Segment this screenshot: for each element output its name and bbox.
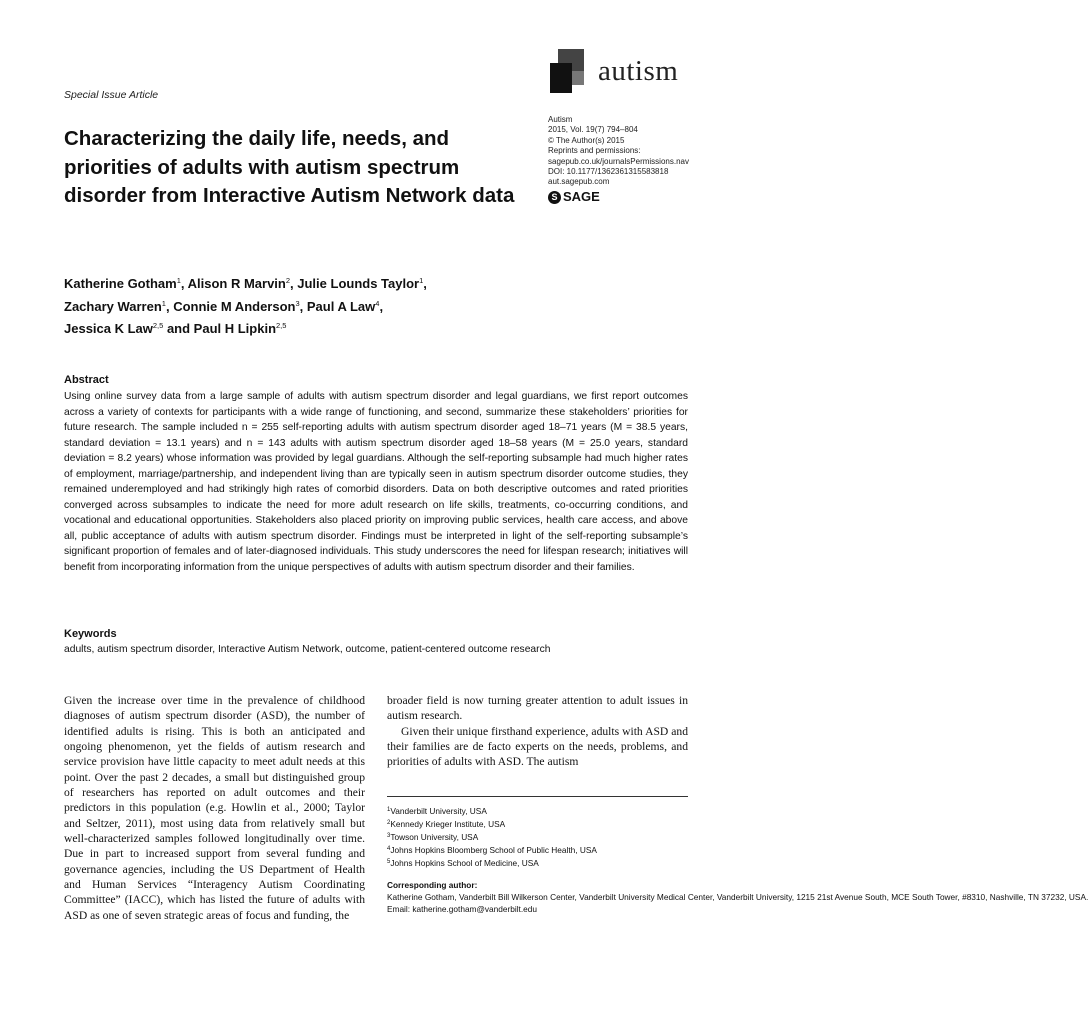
journal-copyright: © The Author(s) 2015 — [548, 135, 625, 145]
author-affiliation-mark: 4 — [375, 298, 380, 308]
keywords-heading: Keywords — [64, 628, 117, 640]
journal-info — [548, 115, 758, 204]
body-column-right — [387, 693, 688, 770]
author-name: Connie M Anderson — [173, 298, 296, 314]
corresponding-author-heading: Corresponding author: — [387, 880, 478, 890]
author-name: Paul A Law — [306, 298, 376, 314]
author-affiliation-mark: 3 — [295, 298, 300, 308]
author-name: Zachary Warren — [64, 298, 162, 314]
abstract-heading: Abstract — [64, 374, 109, 386]
article-title: Characterizing the daily life, needs, and priorities of adults with autism spectrum disorder from Interactive Autism Network data — [64, 127, 515, 207]
author-affiliation-mark: 2,5 — [276, 321, 287, 330]
journal-logo — [548, 45, 698, 107]
journal-reprints: Reprints and permissions: — [548, 146, 641, 156]
body-paragraph: Given the increase over time in the prevalence of childhood diagnoses of autism spectrum disorder (ASD), the number of identified adults is rising. This is both an anticipated and ongoing phenomenon, yet the fields of autism research and service provision have little capacity to meet adult needs at this point. Over the past 2 decades, a small but distinguished group of researchers has reported on adult outcomes and their predictors in this population (e.g. Howlin et al., 2000; Taylor and Seltzer, 2011), most using data from relatively small but well-characterized samples followed longitudinally over time. Due in part to increased support from several funding and governance agencies, including the US Department of Health and Human Services “Interagency Autism Coordinating Committee” (IACC), which has listed the future of adults with ASD as one of seven strategic areas of focus and funding, the — [64, 694, 365, 922]
sage-icon: S — [548, 191, 561, 204]
journal-logo-text: autism — [598, 55, 679, 87]
corresponding-author-address: Katherine Gotham, Vanderbilt Bill Wilkerson Center, Vanderbilt University Medical Center, Vanderbilt University, 1215 21st Avenue South, MCE South Tower, #8310, Nashville, TN 37232, USA. Email: katherine.gotham@vanderbilt.edu — [387, 892, 1088, 914]
author-name: Alison R Marvin — [187, 276, 286, 291]
author-name: Julie Lounds Taylor — [297, 276, 420, 291]
body-paragraph: broader field is now turning greater attention to adult issues in autism research. — [387, 694, 688, 723]
article-type-label: Special Issue Article — [64, 89, 159, 101]
author-affiliation-mark: 2 — [285, 276, 291, 285]
publisher-name: SAGE — [563, 189, 600, 205]
journal-permissions-link[interactable]: sagepub.co.uk/journalsPermissions.nav — [548, 156, 689, 166]
affiliation-item: $^5$Johns Hopkins School of Medicine, USA — [387, 858, 539, 868]
journal-name: Autism — [548, 115, 573, 124]
affiliation-item: $^2$Kennedy Krieger Institute, USA — [387, 819, 506, 829]
body-column-left — [64, 693, 365, 923]
author-name: Paul H Lipkin — [193, 321, 277, 336]
author-list: Katherine Gotham$^1$, Alison R Marvin$^2$, Julie Lounds Taylor$^1$, Zachary Warren$^1$, Connie M Anderson$^3$, Paul A Law$^4$, Jessica K Law$^{2,5}$ and Paul H Lipkin$^{2,5}$ — [64, 276, 427, 336]
journal-doi[interactable]: DOI: 10.1177/1362361315583818 — [548, 167, 669, 177]
affiliation-item: $^1$Vanderbilt University, USA — [387, 806, 487, 816]
journal-logo-icon — [550, 49, 592, 93]
author-affiliation-mark: 1 — [176, 276, 181, 285]
author-name: Jessica K Law — [64, 321, 153, 336]
journal-website-link[interactable]: aut.sagepub.com — [548, 177, 610, 187]
affiliation-item: $^3$Towson University, USA — [387, 832, 479, 842]
affiliation-item: $^4$Johns Hopkins Bloomberg School of Public Health, USA — [387, 845, 597, 855]
body-paragraph: Given their unique firsthand experience, adults with ASD and their families are de facto experts on the needs, problems, and priorities of adults with ASD. The autism — [387, 724, 688, 769]
keywords-text: adults, autism spectrum disorder, Interactive Autism Network, outcome, patient-centered outcome research — [64, 644, 551, 655]
author-affiliation-mark: 1 — [419, 276, 424, 285]
corresponding-author-email[interactable]: Email: katherine.gotham@vanderbilt.edu — [387, 904, 538, 914]
author-name: Katherine Gotham — [64, 276, 177, 291]
publisher-logo — [548, 191, 758, 204]
footnote-divider — [387, 796, 688, 797]
affiliations-footnote — [387, 804, 1088, 915]
author-affiliation-mark: 2,5 — [152, 321, 164, 330]
journal-volume: 2015, Vol. 19(7) 794–804 — [548, 125, 638, 135]
abstract-text: Using online survey data from a large sample of adults with autism spectrum disorder and legal guardians, we first report outcomes across a variety of contexts for participants with a wide range of functioning, and second, summarize these stakeholders’ priorities for future research. The sample included n = 255 self-reporting adults with autism spectrum disorder aged 18–71 years (M = 38.5 years, standard deviation = 13.1 years) and n = 143 adults with autism spectrum disorder aged 18–58 years (M = 25.0 years, standard deviation = 8.2 years) whose information was provided by legal guardians. Although the self-reporting subsample had much higher rates of employment, marriage/partnership, and independent living than are typically seen in autism spectrum disorder outcome studies, they remained underemployed and had strikingly high rates of comorbid disorders. Data on both descriptive outcomes and rated priorities converged across subsamples to indicate the need for more adult research on life skills, treatments, co-occurring conditions, and vocational and educational opportunities. Stakeholders also placed priority on improving public services, health care access, and above all, public acceptance of adults with autism spectrum disorder. Findings must be interpreted in light of the self-reporting subsample’s significant proportion of females and of later-diagnosed individuals. This study underscores the need for lifespan research; initiatives will benefit from incorporating information from the unique perspectives of adults with autism spectrum disorder and their families. — [64, 391, 688, 573]
author-affiliation-mark: 1 — [161, 298, 166, 308]
